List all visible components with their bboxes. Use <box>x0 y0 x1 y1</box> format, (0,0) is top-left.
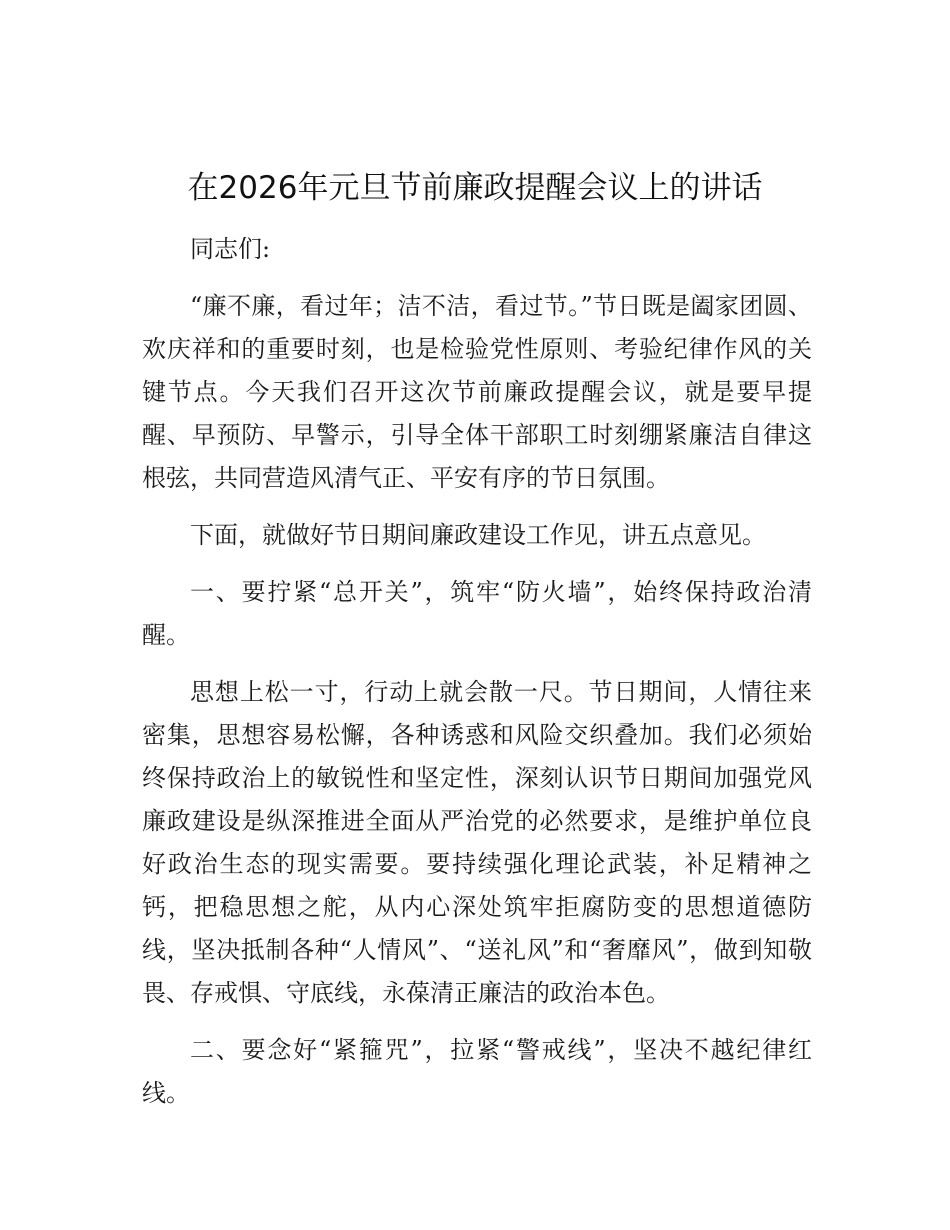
paragraph-outline: 下面，就做好节日期间廉政建设工作见，讲五点意见。 <box>190 521 766 549</box>
document-body <box>142 228 812 1129</box>
paragraph-intro: “廉不廉，看过年；洁不洁，看过节。”节日既是阖家团圆、欢庆祥和的重要时刻，也是检验党性原则、考验纪律作风的关键节点。今天我们召开这次节前廉政提醒会议，就是要早提醒、早预防、早警示，引导全体干部职工时刻绷紧廉洁自律这根弦，共同营造风清气正、平安有序的节日氛围。 <box>142 292 812 492</box>
document-title: 在2026年元旦节前廉政提醒会议上的讲话 <box>187 170 763 206</box>
section-heading-1: 一、要拧紧“总开关”，筑牢“防火墙”，始终保持政治清醒。 <box>142 578 812 649</box>
paragraph-section-1: 思想上松一寸，行动上就会散一尺。节日期间，人情往来密集，思想容易松懈，各种诱惑和风险交织叠加。我们必须始终保持政治上的敏锐性和坚定性，深刻认识节日期间加强党风廉政建设是纵深推进全面从严治党的必然要求，是维护单位良好政治生态的现实需要。要持续强化理论武装，补足精神之钙，把稳思想之舵，从内心深处筑牢拒腐防变的思想道德防线，坚决抵制各种“人情风”、“送礼风”和“奢靡风”，做到知敬畏、存戒惧、守底线，永葆清正廉洁的政治本色。 <box>142 678 812 1007</box>
salutation: 同志们: <box>190 235 271 263</box>
section-heading-2: 二、要念好“紧箍咒”，拉紧“警戒线”，坚决不越纪律红线。 <box>142 1036 812 1107</box>
